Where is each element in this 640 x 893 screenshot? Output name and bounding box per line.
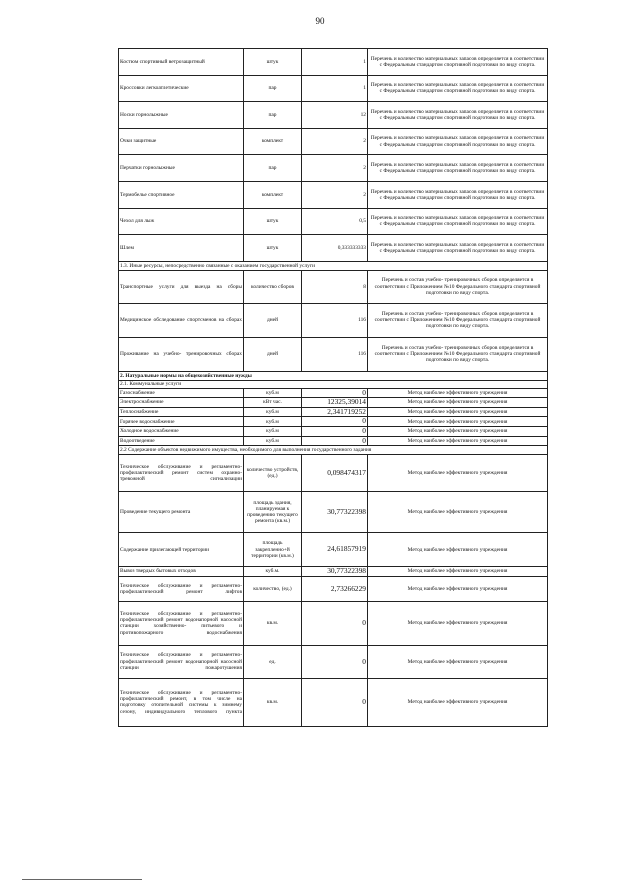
item-name: Очки защитные <box>119 128 244 155</box>
item-unit: количество сборов <box>244 270 302 303</box>
item-basis: Метод наиболее эффективного учреждения <box>368 492 548 533</box>
item-unit: кВт час. <box>244 398 302 408</box>
table-row <box>119 303 548 337</box>
item-basis: Метод наиболее эффективного учреждения <box>368 678 548 726</box>
item-quantity: 116 <box>302 303 368 337</box>
item-unit: пар <box>244 75 302 102</box>
item-quantity: 2,341719252 <box>302 407 368 417</box>
item-unit: площадь здания, планируемая к проведению текущего ремонта (кв.м.) <box>244 492 302 533</box>
item-unit: куб.м <box>244 417 302 427</box>
section-row <box>119 261 548 270</box>
table-row <box>119 455 548 492</box>
item-name: Медицинское обследование спортсменов на сборах <box>119 303 244 337</box>
item-basis: Перечень и количество материальных запасов определяется в соответствии с Федеральным стандартом спортивной подготовки по виду спорта. <box>368 75 548 102</box>
item-name: Техническое обслуживание и регламентно- профилактический ремонт, в том числе на подготовку отопительной системы к зимнему сезону, индивидуального теплового пункта <box>119 678 244 726</box>
table-row <box>119 601 548 645</box>
item-name: Электроснабжение <box>119 398 244 408</box>
item-name: Проведение текущего ремонта <box>119 492 244 533</box>
item-unit: количество, (ед.) <box>244 576 302 601</box>
table-row <box>119 678 548 726</box>
item-quantity: 0,5 <box>302 208 368 235</box>
item-quantity: 2 <box>302 181 368 208</box>
table-row <box>119 181 548 208</box>
item-basis: Метод наиболее эффективного учреждения <box>368 427 548 437</box>
table-row <box>119 208 548 235</box>
item-unit: пар <box>244 155 302 182</box>
item-unit: штук <box>244 235 302 262</box>
item-name: Техническое обслуживание и регламентно- профилактический ремонт водонапорной насосной станции хозяйственно- питьевого и противопожарного водоснабжения <box>119 601 244 645</box>
item-quantity: 2 <box>302 128 368 155</box>
table-row <box>119 235 548 262</box>
table-row <box>119 388 548 398</box>
item-unit: кв.м. <box>244 601 302 645</box>
item-quantity: 8 <box>302 270 368 303</box>
item-basis: Перечень и количество материальных запасов определяется в соответствии с Федеральным стандартом спортивной подготовки по виду спорта. <box>368 208 548 235</box>
item-basis: Метод наиболее эффективного учреждения <box>368 388 548 398</box>
item-basis: Перечень и состав учебно- тренировочных сборов определяется в соответствии с Приложением №10 Федерального стандарта спортивной подготовки по виду спорта. <box>368 303 548 337</box>
item-quantity: 30,77322398 <box>302 567 368 577</box>
item-basis: Метод наиболее эффективного учреждения <box>368 398 548 408</box>
item-unit: площадь закрепленно+й территории (кв.м.) <box>244 533 302 567</box>
norms-table <box>118 48 548 727</box>
item-basis: Метод наиболее эффективного учреждения <box>368 455 548 492</box>
item-quantity: 0 <box>302 678 368 726</box>
footer-rule <box>22 879 142 880</box>
item-quantity: 0 <box>302 427 368 437</box>
item-quantity: 12 <box>302 102 368 129</box>
item-unit: куб.м <box>244 427 302 437</box>
item-basis: Метод наиболее эффективного учреждения <box>368 576 548 601</box>
item-name: Вывоз твердых бытовых отходов <box>119 567 244 577</box>
item-unit: комплект <box>244 181 302 208</box>
item-basis: Метод наиболее эффективного учреждения <box>368 436 548 446</box>
table-row <box>119 337 548 371</box>
table-row <box>119 427 548 437</box>
item-quantity: 1 <box>302 75 368 102</box>
section-title: 2.2 Содержание объектов недвижимого имущества, необходимого для выполнения государственного задания <box>119 446 548 455</box>
table-row <box>119 155 548 182</box>
page-number: 90 <box>315 16 325 26</box>
item-unit: куб.м. <box>244 567 302 577</box>
table-row <box>119 398 548 408</box>
item-quantity: 2 <box>302 155 368 182</box>
item-name: Техническое обслуживание и регламентно- профилактический ремонт лифтов <box>119 576 244 601</box>
item-name: Проживание на учебно- тренировочных сборах <box>119 337 244 371</box>
item-name: Костюм спортивный ветрозащитный <box>119 49 244 76</box>
table-row <box>119 576 548 601</box>
item-quantity: 116 <box>302 337 368 371</box>
item-basis: Перечень и количество материальных запасов определяется в соответствии с Федеральным стандартом спортивной подготовки по виду спорта. <box>368 235 548 262</box>
item-quantity: 30,77322398 <box>302 492 368 533</box>
item-unit: куб.м <box>244 407 302 417</box>
item-basis: Перечень и количество материальных запасов определяется в соответствии с Федеральным стандартом спортивной подготовки по виду спорта. <box>368 49 548 76</box>
item-quantity: 0,333333333 <box>302 235 368 262</box>
section-title: 2.1. Коммунальные услуги <box>119 380 548 388</box>
table-row <box>119 49 548 76</box>
item-unit: дней <box>244 303 302 337</box>
item-quantity: 0 <box>302 645 368 678</box>
item-basis: Перечень и количество материальных запасов определяется в соответствии с Федеральным стандартом спортивной подготовки по виду спорта. <box>368 128 548 155</box>
item-name: Шлем <box>119 235 244 262</box>
table-row <box>119 407 548 417</box>
item-basis: Метод наиболее эффективного учреждения <box>368 407 548 417</box>
item-basis: Перечень и количество материальных запасов определяется в соответствии с Федеральным стандартом спортивной подготовки по виду спорта. <box>368 155 548 182</box>
item-basis: Метод наиболее эффективного учреждения <box>368 417 548 427</box>
section-row <box>119 446 548 455</box>
item-quantity: 1 <box>302 49 368 76</box>
item-name: Водоотведение <box>119 436 244 446</box>
item-unit: ед. <box>244 645 302 678</box>
item-name: Чехол для лыж <box>119 208 244 235</box>
item-unit: кв.м. <box>244 678 302 726</box>
item-unit: количество устройств, (ед.) <box>244 455 302 492</box>
item-name: Холодное водоснабжение <box>119 427 244 437</box>
item-unit: куб.м <box>244 436 302 446</box>
table-row <box>119 492 548 533</box>
item-name: Горячее водоснабжение <box>119 417 244 427</box>
item-basis: Метод наиболее эффективного учреждения <box>368 567 548 577</box>
section-title: 2. Натуральные нормы на общехозяйственные нужды <box>119 371 548 380</box>
section-title: 1.3. Иные ресурсы, непосредственно связанные с оказанием государственной услуги <box>119 261 548 270</box>
item-quantity: 0 <box>302 388 368 398</box>
item-basis: Перечень и состав учебно- тренировочных сборов определяется в соответствии с Приложением №10 Федерального стандарта спортивной подготовки по виду спорта. <box>368 337 548 371</box>
table-row <box>119 270 548 303</box>
item-name: Газоснабжение <box>119 388 244 398</box>
item-quantity: 0 <box>302 601 368 645</box>
item-name: Теплоснабжение <box>119 407 244 417</box>
item-quantity: 2,73266229 <box>302 576 368 601</box>
item-unit: штук <box>244 208 302 235</box>
item-name: Кроссовки легкоатлетические <box>119 75 244 102</box>
item-unit: штук <box>244 49 302 76</box>
table-row <box>119 567 548 577</box>
item-basis: Перечень и количество материальных запасов определяется в соответствии с Федеральным стандартом спортивной подготовки по виду спорта. <box>368 181 548 208</box>
item-basis: Метод наиболее эффективного учреждения <box>368 533 548 567</box>
item-quantity: 0,098474317 <box>302 455 368 492</box>
table-row <box>119 102 548 129</box>
item-name: Перчатки горнолыжные <box>119 155 244 182</box>
item-basis: Перечень и состав учебно- тренировочных сборов определяется в соответствии с Приложением №10 Федерального стандарта спортивной подготовки по виду спорта. <box>368 270 548 303</box>
table-row <box>119 645 548 678</box>
item-unit: пар <box>244 102 302 129</box>
table-row <box>119 417 548 427</box>
item-unit: куб.м <box>244 388 302 398</box>
item-unit: дней <box>244 337 302 371</box>
table-row <box>119 75 548 102</box>
section-row <box>119 371 548 380</box>
item-basis: Метод наиболее эффективного учреждения <box>368 601 548 645</box>
item-quantity: 0 <box>302 417 368 427</box>
item-name: Носки горнолыжные <box>119 102 244 129</box>
item-unit: комплект <box>244 128 302 155</box>
table-row <box>119 533 548 567</box>
item-name: Транспортные услуги для выезда на сборы <box>119 270 244 303</box>
item-basis: Перечень и количество материальных запасов определяется в соответствии с Федеральным стандартом спортивной подготовки по виду спорта. <box>368 102 548 129</box>
item-quantity: 0 <box>302 436 368 446</box>
table-row <box>119 436 548 446</box>
item-basis: Метод наиболее эффективного учреждения <box>368 645 548 678</box>
item-name: Содержание прилегающей территории <box>119 533 244 567</box>
item-name: Техническое обслуживание и регламентно- профилактический ремонт систем охранно- тревожной сигнализации <box>119 455 244 492</box>
item-name: Техническое обслуживание и регламентно- профилактический ремонт водонапорной насосной станции пожаротушения <box>119 645 244 678</box>
item-quantity: 24,61857919 <box>302 533 368 567</box>
item-name: Термобелье спортивное <box>119 181 244 208</box>
item-quantity: 12325,39014 <box>302 398 368 408</box>
section-row <box>119 380 548 388</box>
table-row <box>119 128 548 155</box>
